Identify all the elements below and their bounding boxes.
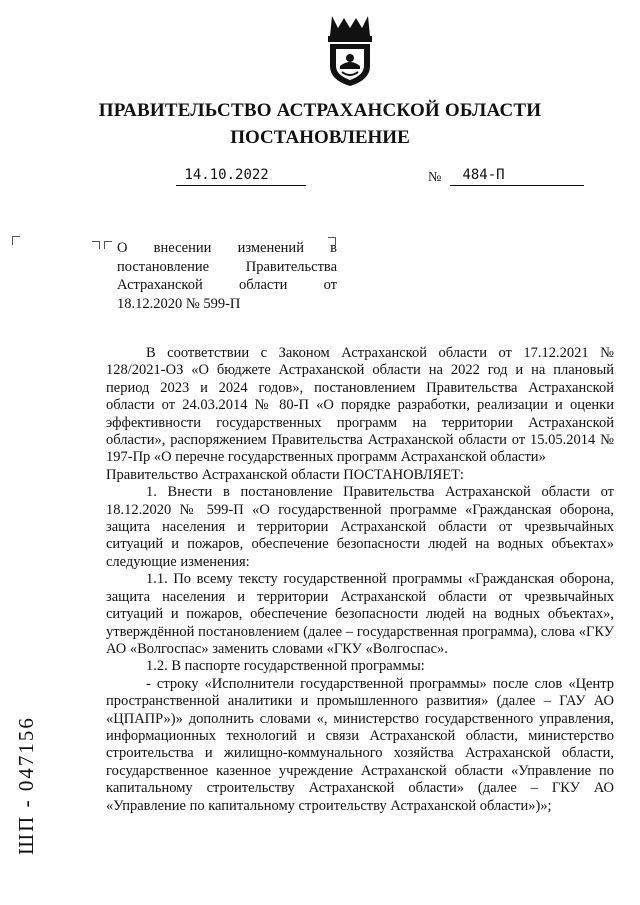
document-subject: О внесении изменений в постановление Правительства Астраханской области от 18.12.2020 № 599-П [117,240,337,312]
coat-of-arms-icon [324,14,376,88]
document-type: ПОСТАНОВЛЕНИЕ [230,127,410,148]
government-title: ПРАВИТЕЛЬСТВО АСТРАХАНСКОЙ ОБЛАСТИ [98,100,542,121]
margin-corner-mark [12,236,20,245]
registration-stamp: ШП - 047156 [14,716,38,856]
subject-corner-mark [92,241,100,249]
document-date: 14.10.2022 [176,167,306,186]
subject-corner-mark [104,241,112,249]
paragraph: В соответствии с Законом Астраханской области от 17.12.2021 № 128/2021-ОЗ «О бюджете Астраханской области на 2022 год и на плановый период 2023 и 2024 годов», постановлением Правительства Астраханской области от 24.03.2014 № 80-П «О порядке разработки, реализации и оценки эффективности государственных программ на территории Астраханской области», распоряжением Правительства Астраханской области от 15.05.2014 № 197-Пр «О перечне государственных программ Астраханской области» [106,345,614,466]
document-body [106,345,614,815]
paragraph: Правительство Астраханской области ПОСТАНОВЛЯЕТ: [106,466,464,483]
paragraph: - строку «Исполнители государственной программы» после слов «Центр пространственной аналитики и промышленного развития» (далее – ГАУ АО «ЦПАПР»)» дополнить словами «, министерство государственного управления, информационных технологий и связи Астраханской области, министерство строительства и жилищно-коммунального хозяйства Астраханской области, государственное казенное учреждение Астраханской области «Управление по капитальному строительству Астраханской области» (далее – ГКУ АО «Управление по капитальному строительству Астраханской области»)»; [106,675,614,814]
document-number: 484-П [450,167,584,186]
paragraph: 1. Внести в постановление Правительства Астраханской области от 18.12.2020 № 599-П «О государственной программе «Гражданская оборона, защита населения и территории Астраханской области от чрезвычайных ситуаций и пожаров, обеспечение безопасности людей на водных объектах» следующие изменения: [106,484,614,570]
paragraph: 1.2. В паспорте государственной программы: [146,658,425,675]
paragraph: 1.1. По всему тексту государственной программы «Гражданская оборона, защита населения и территории Астраханской области от чрезвычайных ситуаций и пожаров, обеспечение безопасности людей на водных объектах», утверждённой постановлением (далее – государственная программа), слова «ГКУ АО «Волгоспас» заменить словами «ГКУ «Волгоспас». [106,571,614,657]
number-sign: № [428,170,442,185]
